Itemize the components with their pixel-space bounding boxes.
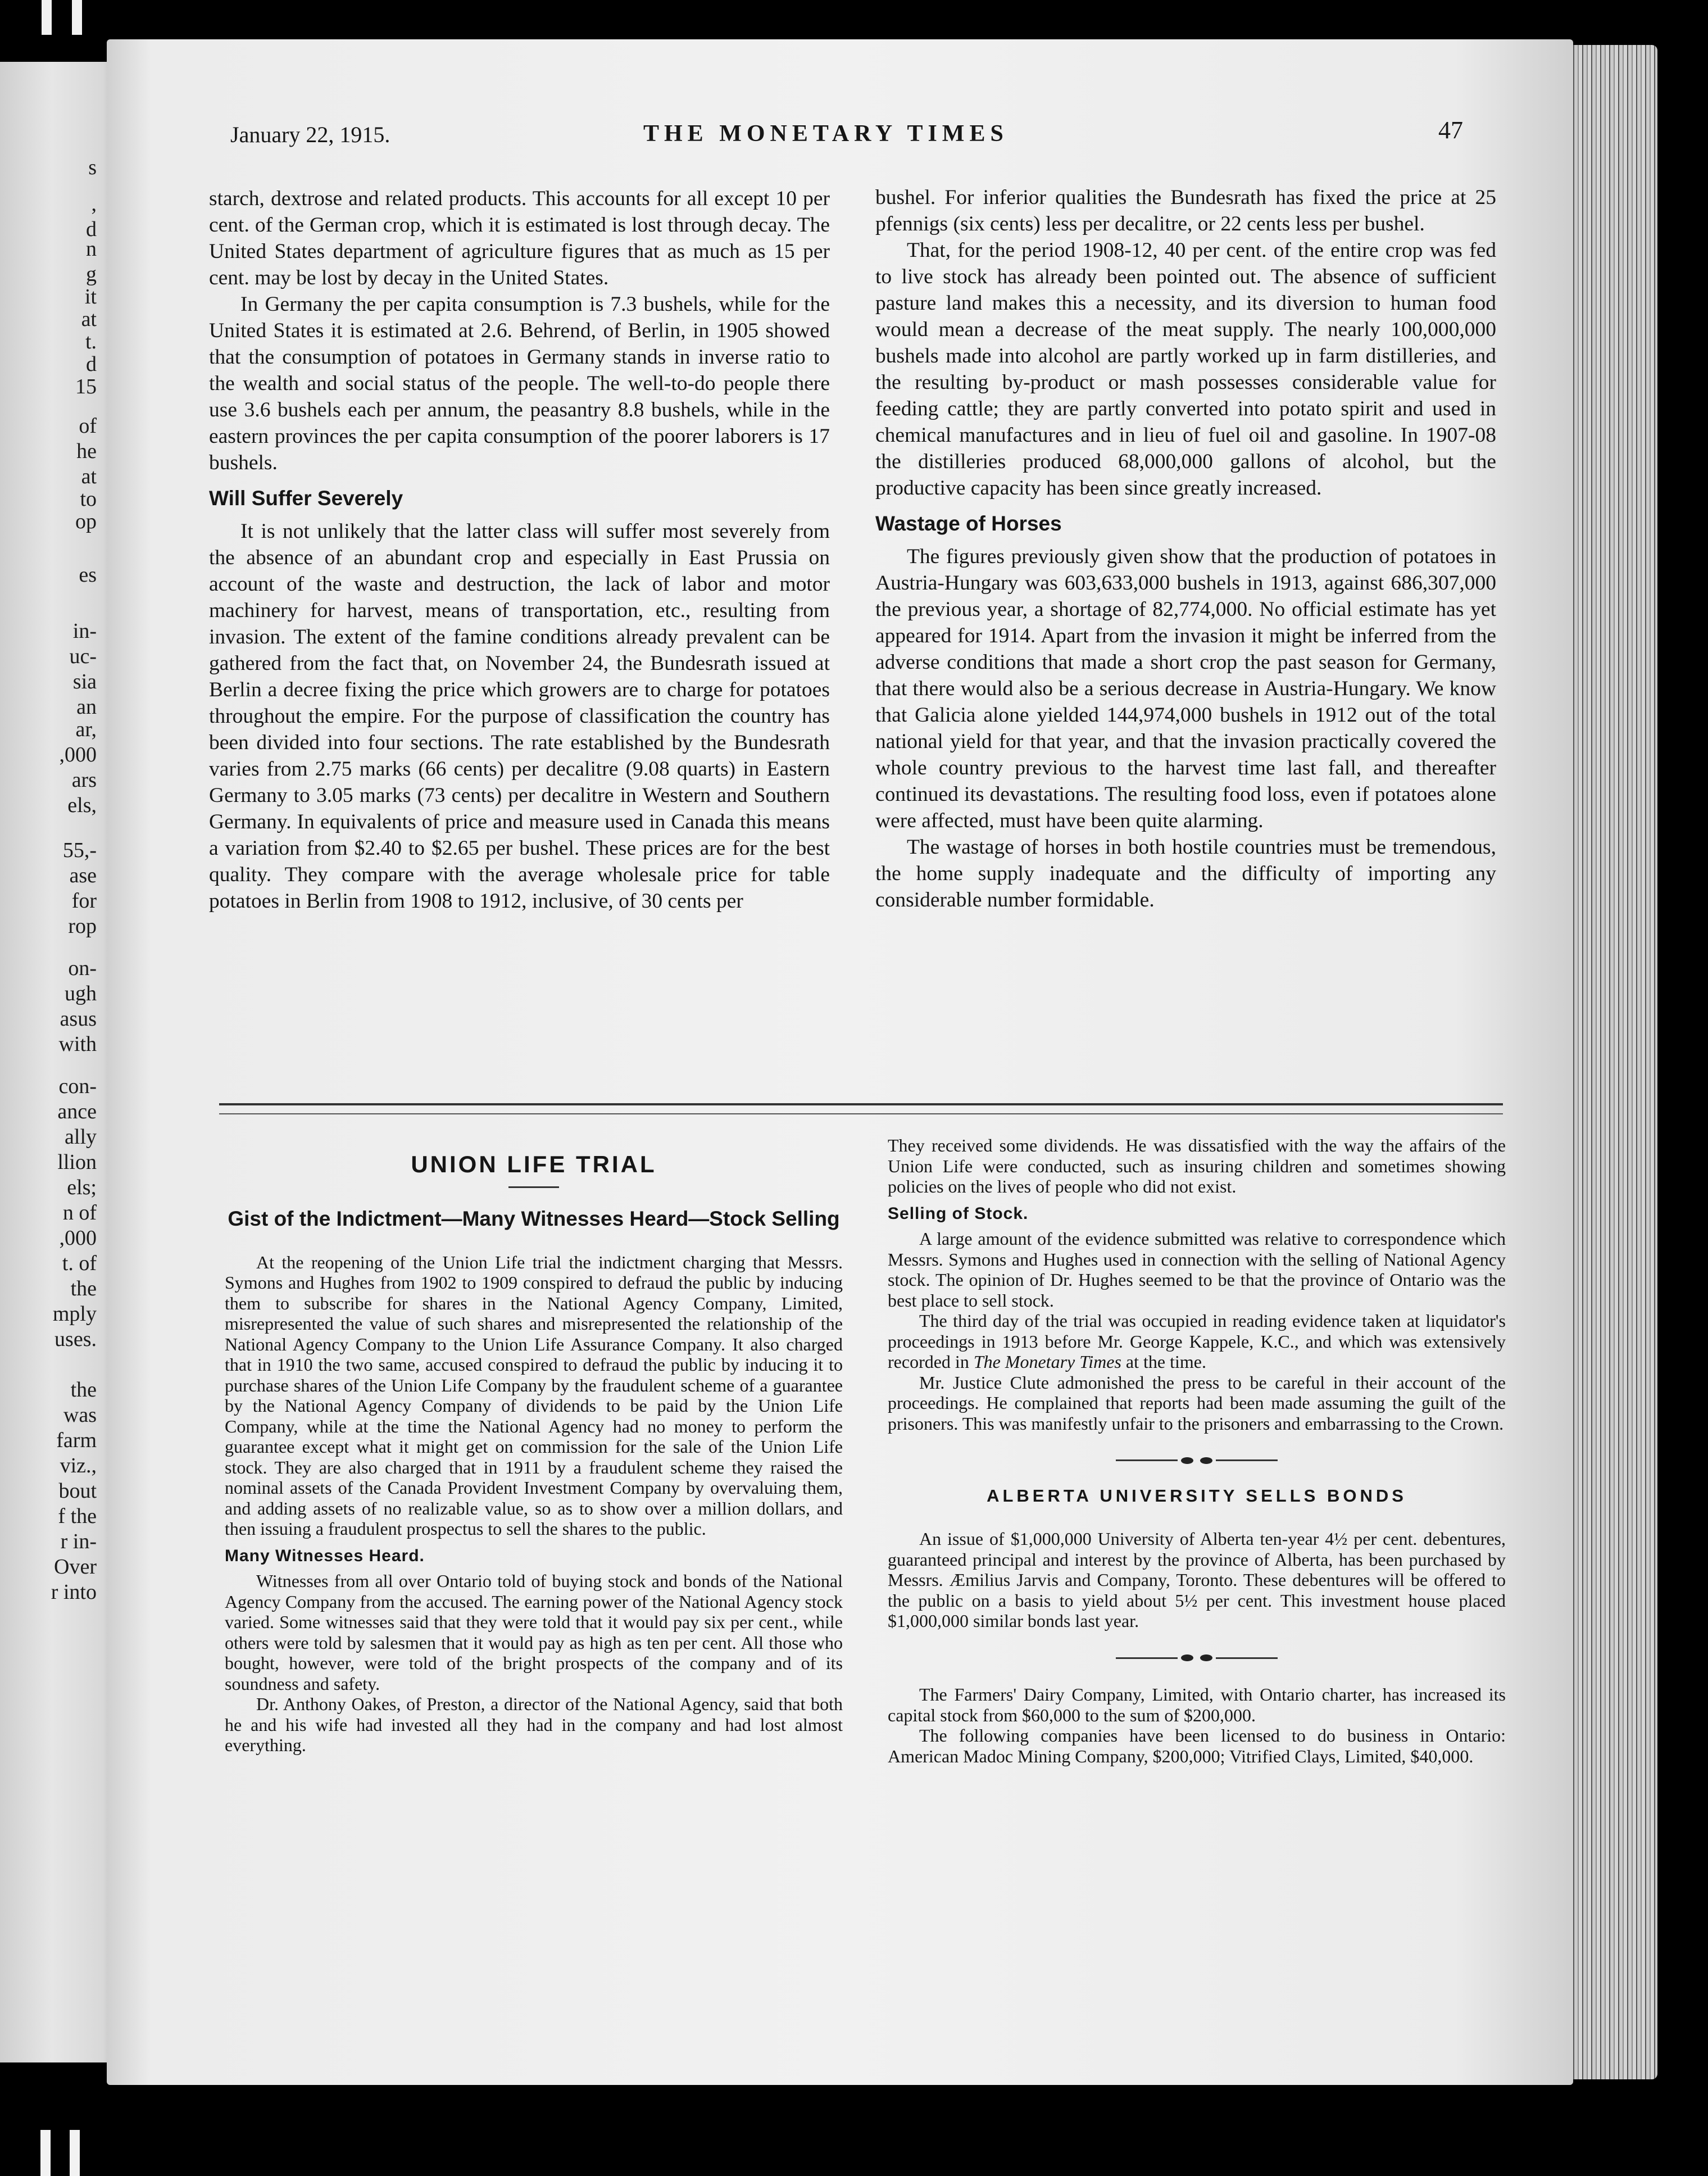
paragraph: The wastage of horses in both hostile countries must be tremendous, the home supply inadequate and the difficulty of importing any considerable number formidable.: [875, 836, 1496, 912]
union-life-left-column: [225, 1141, 843, 1756]
film-mark-top-left-2: [72, 0, 82, 35]
margin-fragment: mply: [52, 1302, 97, 1326]
margin-fragment: sia: [72, 670, 97, 693]
paragraph: Witnesses from all over Ontario told of buying stock and bonds of the National Agency Company from the accused. The earning power of the National Agency stock varied. Some witnesses said that they were told that it would pay six per cent., while others were told by salesmen that it would pay as high as ten per cent. All those who bought, however, were told of the bright prospects of the company and of its soundness and safety.: [225, 1571, 843, 1694]
film-mark-top-left-1: [42, 0, 52, 35]
margin-fragment: f the: [58, 1504, 97, 1528]
margin-fragment: of: [79, 414, 97, 438]
text-run: at the time.: [1121, 1352, 1206, 1372]
paragraph: A large amount of the evidence submitted was relative to correspondence which Messrs. Symons and Hughes used in connection with the selling of National Agency stock. The opinion of Dr. Hughes seemed to be that the province of Ontario was the best place to sell stock.: [888, 1228, 1506, 1311]
margin-fragment: rop: [68, 914, 97, 938]
paragraph: Mr. Justice Clute admonished the press to be careful in their account of the proceedings. He complained that reports had been made assuming the guilt of the prisoners. This was manifestly unfair to the prisoners and embarrassing to the Crown.: [888, 1372, 1506, 1434]
paragraph: The Farmers' Dairy Company, Limited, with Ontario charter, has increased its capital stock from $60,000 to the sum of $200,000.: [888, 1684, 1506, 1725]
paragraph: In Germany the per capita consumption is 7.3 bushels, while for the United States it is estimated at 2.6. Behrend, of Berlin, in 1905 showed that the consumption of potatoes in Germany stands in inverse ratio to the wealth and social status of the people. The well-to-do people there use 3.6 bushels each per annum, the peasantry 8.8 bushels, while in the eastern provinces the per capita consumption of the poorer laborers is 17 bushels.: [209, 293, 830, 474]
top-article-right-column: [875, 184, 1496, 913]
paragraph: The following companies have been licensed to do business in Ontario: American Madoc Mining Company, $200,000; Vitrified Clays, Limited, $40,000.: [888, 1725, 1506, 1766]
margin-fragment: llion: [57, 1150, 97, 1174]
right-bottom-column: [888, 1135, 1506, 1766]
article-title: UNION LIFE TRIAL: [411, 1151, 657, 1177]
margin-fragment: for: [71, 889, 97, 913]
margin-fragment: ,000: [59, 743, 97, 767]
margin-fragment: viz.,: [60, 1454, 97, 1477]
margin-fragment: was: [63, 1403, 97, 1427]
margin-fragment: on-: [68, 956, 97, 980]
paragraph: An issue of $1,000,000 University of Alberta ten-year 4½ per cent. debentures, guaranteed principal and interest by the province of Alberta, has been purchased by Messrs. Æmilius Jarvis and Company, Toronto. These debentures will be offered to the public on a basis to yield about 5½ per cent. This investment house placed $1,000,000 similar bonds last year.: [888, 1529, 1506, 1631]
margin-fragment: Over: [54, 1555, 97, 1579]
margin-fragment: d: [86, 352, 97, 376]
margin-fragment: els;: [67, 1176, 97, 1199]
publication-name: The Monetary Times: [973, 1352, 1121, 1372]
margin-fragment: ugh: [65, 982, 97, 1005]
section-heading: Many Witnesses Heard.: [225, 1546, 425, 1565]
margin-fragment: at: [81, 465, 97, 488]
margin-fragment: r into: [51, 1580, 97, 1604]
top-article-left-column: [209, 185, 830, 914]
margin-fragment: in-: [72, 619, 97, 643]
margin-fragment: an: [76, 695, 97, 719]
margin-fragment: ar,: [75, 718, 97, 741]
paragraph: bushel. For inferior qualities the Bundesrath has fixed the price at 25 pfennigs (six cents) less per decalitre, or 22 cents less per bushel.: [875, 186, 1496, 235]
margin-fragment: at: [81, 307, 97, 331]
section-divider: [219, 1103, 1503, 1114]
section-heading: Will Suffer Severely: [209, 487, 403, 510]
margin-fragment: uc-: [69, 645, 97, 668]
paragraph: [888, 1311, 1506, 1372]
margin-fragment: 55,-: [62, 838, 97, 862]
ornament-divider: [888, 1449, 1506, 1470]
margin-fragment: d: [86, 217, 97, 241]
margin-fragment: s: [88, 156, 97, 179]
margin-fragment: ,000: [59, 1226, 97, 1250]
paragraph: That, for the period 1908-12, 40 per cent. of the entire crop was fed to live stock has already been pointed out. The absence of sufficient pasture land makes this a necessity, and its diversion to human food would mean a decrease of the meat supply. The nearly 100,000,000 bushels made into alcohol are partly worked up in farm distilleries, and the resulting by-product or mash possesses considerable value for feeding cattle; they are partly converted into potato spirit and used in chemical manufactures and in lieu of fuel oil and gasoline. In 1907-08 the distilleries produced 68,000,000 gallons of alcohol, but the productive capacity has been since greatly increased.: [875, 239, 1496, 500]
article-subheading: Gist of the Indictment—Many Witnesses Heard—Stock Selling: [228, 1207, 840, 1230]
margin-fragment: ase: [69, 864, 97, 887]
margin-fragment: t.: [85, 330, 97, 353]
margin-fragment: n of: [62, 1201, 97, 1225]
margin-fragment: uses.: [54, 1327, 97, 1351]
issue-date: January 22, 1915.: [230, 122, 390, 147]
margin-fragment: n: [86, 237, 97, 261]
margin-fragment: es: [79, 563, 97, 587]
paragraph: They received some dividends. He was dissatisfied with the way the affairs of the Union Life were conducted, such as insuring children and sometimes showing policies on the lives of people who did not exist.: [888, 1135, 1506, 1196]
margin-fragment: els,: [67, 794, 97, 817]
page-header: [230, 79, 1517, 146]
margin-fragment: ,: [91, 192, 97, 216]
margin-fragment: asus: [60, 1007, 97, 1031]
margin-fragment: with: [58, 1032, 97, 1056]
margin-fragment: the: [70, 1378, 97, 1402]
title-rule: [508, 1186, 559, 1188]
paragraph: At the reopening of the Union Life trial the indictment charging that Messrs. Symons and Hughes from 1902 to 1909 conspired to defraud the public by inducing them to subscribe for shares in the National Agency Company, Limited, misrepresented the value of such shares and misrepresented the relationship of the National Agency Company to the Union Life Assurance Company. It also charged that in 1910 the two same, accused conspired to defraud the public by inducing it to purchase shares of the Union Life Company by the fraudulent scheme of a guarantee by the National Agency Company of dividends to be paid by the Union Life Company, while at the time the National Agency had no money to perform the guarantee except what it might get on commission for the sale of the Union Life stock. They are also charged that in 1911 by a fraudulent scheme they raised the nominal assets of the Canada Provident Investment Company by overvaluing them, and adding assets of no realizable value, so as to show over a million dollars, and then issuing a fraudulent prospectus to sell the shares to the public.: [225, 1252, 843, 1539]
article-title: ALBERTA UNIVERSITY SELLS BONDS: [987, 1485, 1407, 1506]
film-mark-bottom-left-2: [70, 2130, 80, 2176]
margin-fragment: r in-: [60, 1530, 97, 1553]
margin-fragment: t. of: [62, 1252, 97, 1275]
margin-fragment: he: [76, 439, 97, 463]
margin-fragment: 15: [75, 375, 97, 398]
margin-fragment: g: [86, 262, 97, 286]
text-run: The third day of the trial was occupied in reading evidence taken at liquidator's proceedings in 1913 before Mr. George Kappele, K.C., and which was extensively recorded in: [888, 1311, 1506, 1372]
margin-fragment: ance: [57, 1100, 97, 1123]
page-number: 47: [1438, 116, 1463, 144]
masthead: THE MONETARY TIMES: [643, 121, 1009, 147]
paragraph: starch, dextrose and related products. This accounts for all except 10 per cent. of the German crop, which it is estimated is lost through decay. The United States department of agriculture figures that as much as 15 per cent. may be lost by decay in the United States.: [209, 187, 830, 289]
margin-fragment: ars: [71, 768, 97, 792]
section-heading: Selling of Stock.: [888, 1204, 1029, 1223]
film-mark-bottom-left-1: [40, 2130, 51, 2176]
ornament-divider: [888, 1647, 1506, 1668]
paragraph: Dr. Anthony Oakes, of Preston, a director of the National Agency, said that both he and his wife had invested all they had in the company and had lost almost everything.: [225, 1694, 843, 1755]
paragraph: It is not unlikely that the latter class will suffer most severely from the absence of an abundant crop and especially in East Prussia on account of the waste and destruction, the lack of labor and motor machinery for harvest, means of transportation, etc., resulting from invasion. The extent of the famine conditions already prevalent can be gathered from the fact that, on November 24, the Bundesrath issued at Berlin a decree fixing the price which growers are to charge for potatoes throughout the empire. For the purpose of classification the country has been divided into four sections. The rate established by the Bundesrath varies from 2.75 marks (66 cents) per decalitre (9.08 quarts) in Eastern Germany to 3.05 marks (73 cents) per decalitre in Western and Southern Germany. In equivalents of price and measure used in Canada this means a variation from $2.40 to $2.65 per bushel. These prices are for the best quality. They compare with the average wholesale price for table potatoes in Berlin from 1908 to 1912, inclusive, of 30 cents per: [209, 520, 830, 913]
margin-fragment: op: [75, 510, 97, 533]
margin-fragment: farm: [56, 1429, 97, 1452]
margin-fragment: the: [70, 1277, 97, 1300]
margin-fragment: it: [84, 285, 97, 309]
margin-fragment: ally: [65, 1125, 97, 1149]
section-heading: Wastage of Horses: [875, 512, 1062, 535]
margin-fragment: to: [80, 487, 97, 511]
margin-fragment: con-: [58, 1075, 97, 1098]
margin-fragment: bout: [58, 1479, 97, 1503]
paragraph: The figures previously given show that the production of potatoes in Austria-Hungary was 603,633,000 bushels in 1913, against 686,307,000 the previous year, a shortage of 82,774,000. No official estimate has yet appeared for 1914. Apart from the invasion it might be inferred from the adverse conditions that made a short crop the past season for Germany, that there would also be a serious decrease in Austria-Hungary. We know that Galicia alone yielded 144,974,000 bushels in 1912 out of the total national yield for that year, and that the invasion practically covered the whole country previous to the harvest time last fall, and thereafter continued its devastations. The resulting food loss, even if potatoes alone were affected, must have been quite alarming.: [875, 545, 1496, 832]
